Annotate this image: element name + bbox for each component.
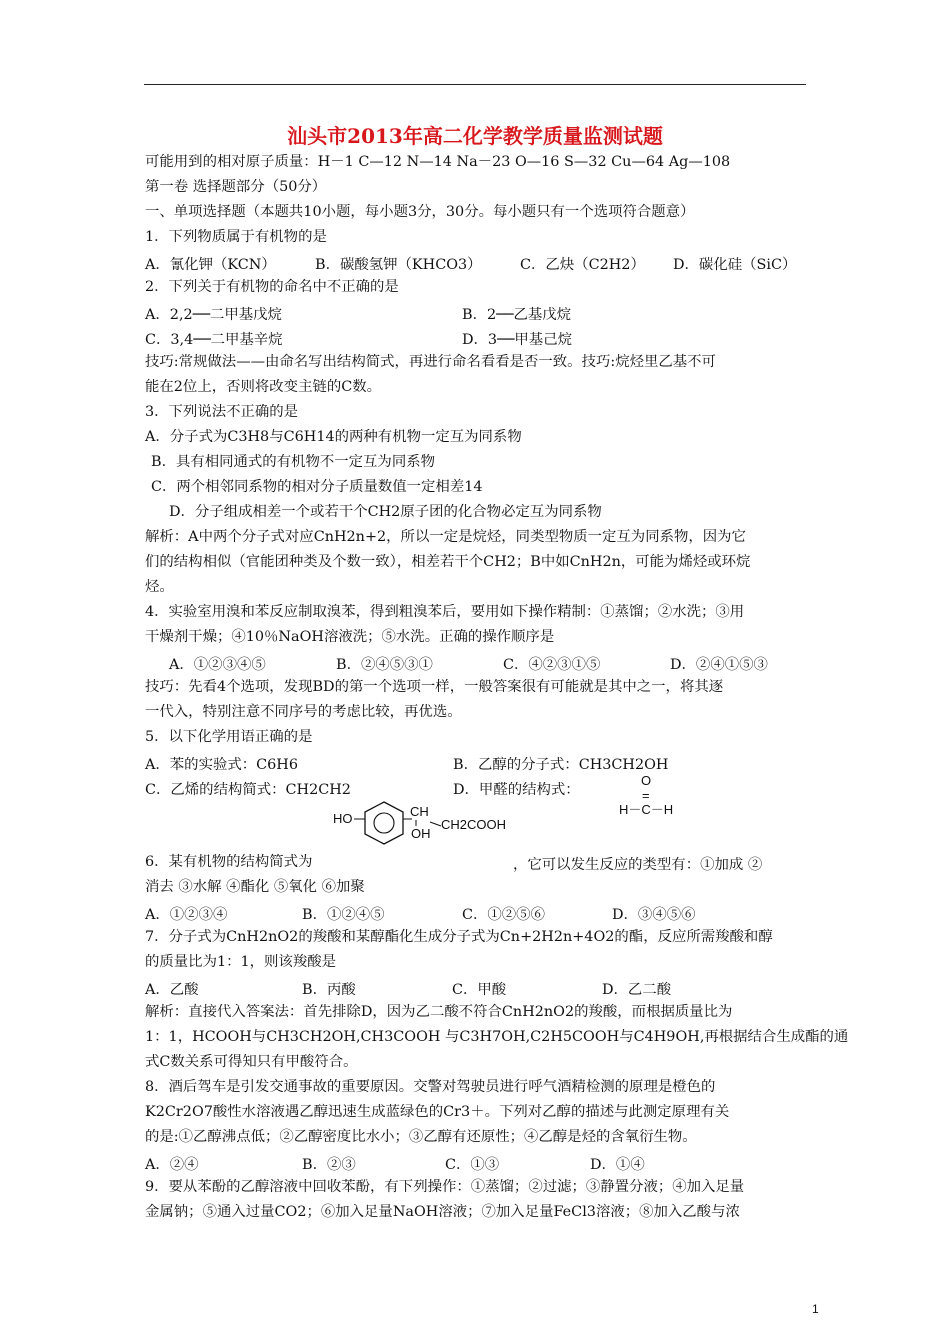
q3-explanation-line3: 烃。 bbox=[145, 579, 174, 595]
q4-option-d: D．②④①⑤③ bbox=[670, 657, 768, 673]
q5-option-d: D．甲醛的结构式： bbox=[453, 782, 580, 798]
q2-stem: 2．下列关于有机物的命名中不正确的是 bbox=[145, 279, 399, 295]
q8-stem-line2: K2Cr2O7酸性水溶液遇乙醇迅速生成蓝绿色的Cr3＋。下列对乙醇的描述与此测定原理有关 bbox=[145, 1104, 730, 1120]
q6-option-b: B．①②④⑤ bbox=[302, 907, 385, 923]
q3-stem: 3．下列说法不正确的是 bbox=[145, 404, 299, 420]
q7-option-c: C．甲酸 bbox=[452, 982, 507, 998]
q8-option-d: D．①④ bbox=[590, 1157, 645, 1173]
q1-option-c: C．乙炔（C2H2） bbox=[520, 257, 645, 273]
benzene-ring bbox=[365, 802, 403, 844]
page-number: 1 bbox=[812, 1302, 819, 1316]
hydroxyl-ho-label: HO bbox=[333, 811, 353, 826]
q2-tip-line1: 技巧:常规做法——由命名写出结构简式，再进行命名看看是否一致。技巧:烷烃里乙基不可 bbox=[145, 354, 716, 370]
q4-stem-line1: 4．实验室用溴和苯反应制取溴苯，得到粗溴苯后，要用如下操作精制：①蒸馏；②水洗；③用 bbox=[145, 604, 745, 620]
q8-option-a: A．②④ bbox=[145, 1157, 199, 1173]
q7-explanation-line1: 解析：直接代入答案法：首先排除D，因为乙二酸不符合CnH2nO2的羧酸，而根据质量比为 bbox=[145, 1004, 733, 1020]
header-rule bbox=[144, 84, 806, 85]
q5-option-b: B．乙醇的分子式：CH3CH2OH bbox=[453, 757, 669, 773]
q6-structure-diagram bbox=[330, 798, 530, 864]
benzene-ring-circle bbox=[374, 813, 394, 833]
q2-option-b: B．2──乙基戊烷 bbox=[462, 307, 572, 323]
oh-label: OH bbox=[411, 826, 431, 841]
page-title: 汕头市2013年高二化学教学质量监测试题 bbox=[287, 124, 663, 148]
atomic-masses: 可能用到的相对原子质量：H－1 C—12 N—14 Na－23 O—16 S—32 Cu—64 Ag—108 bbox=[145, 154, 731, 170]
q4-tip-line2: 一代入，特别注意不同序号的考虑比较，再优选。 bbox=[145, 704, 462, 720]
q6-stem-right: ，它可以发生反应的类型有：①加成 ② bbox=[513, 857, 763, 873]
q5-stem: 5．以下化学用语正确的是 bbox=[145, 729, 313, 745]
q7-option-d: D．乙二酸 bbox=[602, 982, 672, 998]
q7-stem-line1: 7．分子式为CnH2nO2的羧酸和某醇酯化生成分子式为Cn+2H2n+4O2的酯，反应所需羧酸和醇 bbox=[145, 929, 773, 945]
q9-stem-line2: 金属钠；⑤通入过量CO2；⑥加入足量NaOH溶液；⑦加入足量FeCl3溶液；⑧加入乙酸与浓 bbox=[145, 1204, 740, 1220]
part1-heading: 第一卷 选择题部分（50分） bbox=[145, 179, 327, 195]
q3-option-c: C．两个相邻同系物的相对分子质量数值一定相差14 bbox=[151, 479, 483, 495]
q2-option-a: A．2,2──二甲基戊烷 bbox=[145, 307, 282, 323]
formaldehyde-double-bond: = bbox=[642, 788, 650, 803]
q3-explanation-line2: 们的结构相似（官能团种类及个数一致），相差若干个CH2；B中如CnH2n，可能为烯烃或环烷 bbox=[145, 554, 751, 570]
q7-stem-line2: 的质量比为1：1，则该羧酸是 bbox=[145, 954, 336, 970]
q8-stem-line3: 的是:①乙醇沸点低；②乙醇密度比水小；③乙醇有还原性；④乙醇是烃的含氧衍生物。 bbox=[145, 1129, 697, 1145]
q3-option-a: A．分子式为C3H8与C6H14的两种有机物一定互为同系物 bbox=[145, 429, 522, 445]
q4-option-c: C．④②③①⑤ bbox=[503, 657, 601, 673]
q7-option-b: B．丙酸 bbox=[302, 982, 356, 998]
q5-option-c: C．乙烯的结构简式：CH2CH2 bbox=[145, 782, 351, 798]
q1-stem: 1．下列物质属于有机物的是 bbox=[145, 229, 327, 245]
section1-heading: 一、单项选择题（本题共10小题，每小题3分，30分。每小题只有一个选项符合题意） bbox=[145, 204, 695, 220]
q1-option-a: A．氰化钾（KCN） bbox=[145, 257, 276, 273]
q8-option-b: B．②③ bbox=[302, 1157, 356, 1173]
q6-option-d: D．③④⑤⑥ bbox=[612, 907, 696, 923]
q4-stem-line2: 干燥剂干燥；④10％NaOH溶液洗；⑤水洗。正确的操作顺序是 bbox=[145, 629, 555, 645]
formaldehyde-oxygen: O bbox=[641, 773, 652, 788]
q2-option-c: C．3,4──二甲基辛烷 bbox=[145, 332, 283, 348]
q7-explanation-line3: 式C数关系可得知只有甲酸符合。 bbox=[145, 1054, 358, 1070]
q6-option-a: A．①②③④ bbox=[145, 907, 228, 923]
q2-option-d: D．3──甲基己烷 bbox=[462, 332, 572, 348]
formaldehyde-chain: H－C－H bbox=[619, 802, 674, 817]
q6-stem-line2: 消去 ③水解 ④酯化 ⑤氧化 ⑥加聚 bbox=[145, 879, 365, 895]
ch-tail-bond bbox=[430, 822, 441, 826]
q7-explanation-line2: 1：1，HCOOH与CH3CH2OH,CH3COOH 与C3H7OH,C2H5COOH与C4H9OH,再根据结合生成酯的通 bbox=[145, 1029, 849, 1045]
q3-option-d: D．分子组成相差一个或若干个CH2原子团的化合物必定互为同系物 bbox=[169, 504, 602, 520]
q9-stem-line1: 9．要从苯酚的乙醇溶液中回收苯酚，有下列操作：①蒸馏；②过滤；③静置分液；④加入足量 bbox=[145, 1179, 745, 1195]
q7-option-a: A．乙酸 bbox=[145, 982, 199, 998]
q3-explanation-line1: 解析：A中两个分子式对应CnH2n+2，所以一定是烷烃，同类型物质一定互为同系物，因为它 bbox=[145, 529, 746, 545]
ch-label: CH bbox=[410, 804, 429, 819]
formaldehyde-structure bbox=[612, 772, 682, 822]
ch2cooh-label: CH2COOH bbox=[441, 817, 507, 832]
q6-option-c: C．①②⑤⑥ bbox=[462, 907, 545, 923]
q8-option-c: C．①③ bbox=[445, 1157, 500, 1173]
q1-option-b: B．碳酸氢钾（KHCO3） bbox=[315, 257, 482, 273]
q8-stem-line1: 8．酒后驾车是引发交通事故的重要原因。交警对驾驶员进行呼气酒精检测的原理是橙色的 bbox=[145, 1079, 716, 1095]
q6-stem-left: 6．某有机物的结构简式为 bbox=[145, 854, 313, 870]
q4-tip-line1: 技巧：先看4个选项，发现BD的第一个选项一样，一般答案很有可能就是其中之一，将其逐 bbox=[145, 679, 724, 695]
q4-option-b: B．②④⑤③① bbox=[336, 657, 433, 673]
q5-option-a: A．苯的实验式：C6H6 bbox=[145, 757, 298, 773]
q2-tip-line2: 能在2位上，否则将改变主链的C数。 bbox=[145, 379, 382, 395]
q3-option-b: B．具有相同通式的有机物不一定互为同系物 bbox=[151, 454, 435, 470]
q4-option-a: A．①②③④⑤ bbox=[169, 657, 266, 673]
q1-option-d: D．碳化硅（SiC） bbox=[673, 257, 797, 273]
